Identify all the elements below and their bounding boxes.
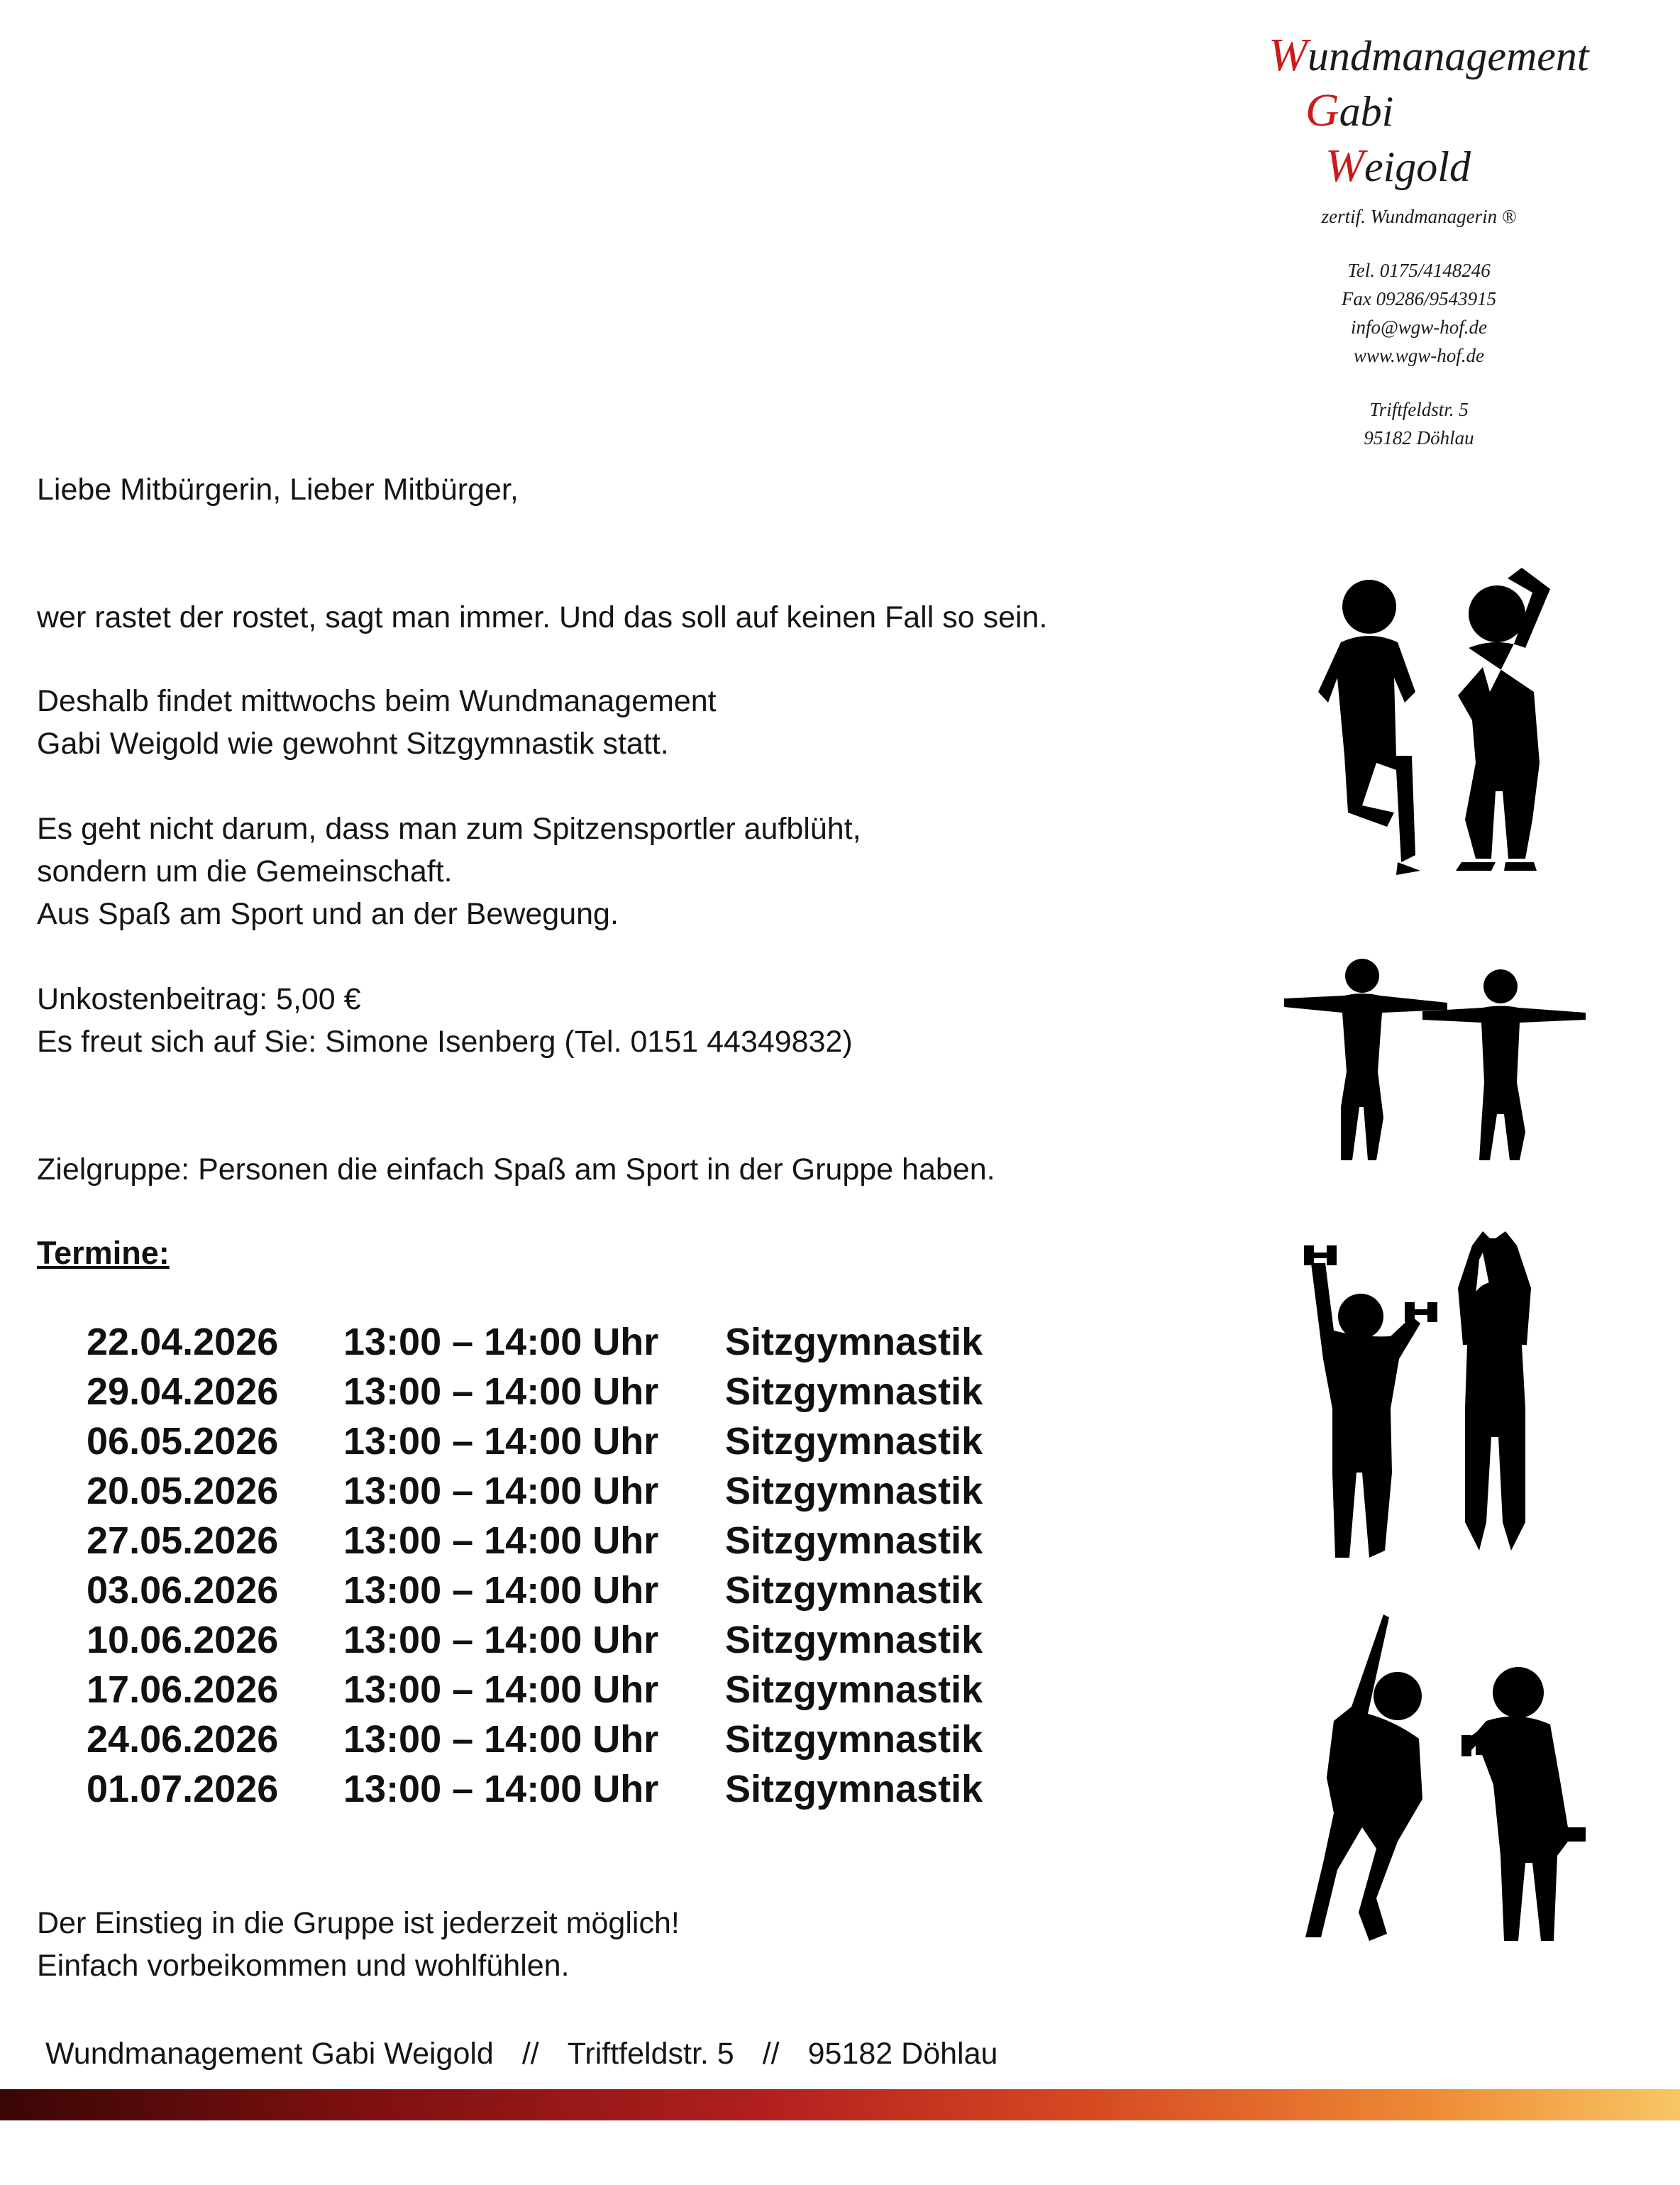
schedule-time: 13:00 – 14:00 Uhr <box>343 1519 659 1562</box>
footer-gradient-bar <box>0 2089 1680 2120</box>
schedule-time: 13:00 – 14:00 Uhr <box>343 1370 659 1413</box>
paragraph-wednesday-line2: Gabi Weigold wie gewohnt Sitzgymnastik statt. <box>37 727 669 761</box>
schedule-date: 29.04.2026 <box>87 1370 279 1413</box>
logo-subtitle: zertif. Wundmanagerin ® <box>1321 206 1517 227</box>
schedule-date: 22.04.2026 <box>87 1321 279 1363</box>
silhouette-pair-icon <box>1270 954 1596 1167</box>
footer-company: Wundmanagement Gabi Weigold <box>45 2037 494 2071</box>
logo-line-gabi: Gabi <box>1305 84 1394 136</box>
schedule-activity: Sitzgymnastik <box>725 1668 983 1711</box>
contact-city: 95182 Döhlau <box>1364 427 1474 448</box>
schedule-activity: Sitzgymnastik <box>725 1321 983 1363</box>
schedule-time: 13:00 – 14:00 Uhr <box>343 1619 659 1661</box>
schedule-time: 13:00 – 14:00 Uhr <box>343 1668 659 1711</box>
schedule-time: 13:00 – 14:00 Uhr <box>343 1420 659 1463</box>
paragraph-wednesday-line1: Deshalb findet mittwochs beim Wundmanagement <box>37 684 717 718</box>
logo-line-weigold: Weigold <box>1325 140 1471 192</box>
contact-fax: Fax 09286/9543915 <box>1341 288 1497 309</box>
target-group-text: Zielgruppe: Personen die einfach Spaß am Sport in der Gruppe haben. <box>37 1152 995 1187</box>
schedule-time: 13:00 – 14:00 Uhr <box>343 1718 659 1761</box>
fee-text: Unkostenbeitrag: 5,00 € <box>37 982 361 1016</box>
contact-web[interactable]: www.wgw-hof.de <box>1353 345 1485 366</box>
exercise-silhouettes-side-bend-and-dumbbell <box>1270 1614 1596 1955</box>
schedule-activity: Sitzgymnastik <box>725 1569 983 1612</box>
exercise-silhouettes-tree-pose-and-arm-stretch <box>1270 550 1596 891</box>
schedule-date: 06.05.2026 <box>87 1420 279 1463</box>
schedule-date: 03.06.2026 <box>87 1569 279 1612</box>
footer-separator: // <box>762 2037 780 2071</box>
silhouette-pair-icon <box>1270 1231 1596 1579</box>
schedule-activity: Sitzgymnastik <box>725 1519 983 1562</box>
schedule-date: 01.07.2026 <box>87 1768 279 1810</box>
paragraph-community-line1: Es geht nicht darum, dass man zum Spitzensportler aufblüht, <box>37 812 861 846</box>
schedule-activity: Sitzgymnastik <box>725 1768 983 1810</box>
paragraph-community-line2: sondern um die Gemeinschaft. <box>37 854 453 888</box>
schedule-time: 13:00 – 14:00 Uhr <box>343 1470 659 1512</box>
contact-tel: Tel. 0175/4148246 <box>1347 260 1491 281</box>
silhouette-pair-icon <box>1270 1614 1596 1955</box>
closing-line2: Einfach vorbeikommen und wohlfühlen. <box>37 1949 570 1983</box>
paragraph-community-line3: Aus Spaß am Sport und an der Bewegung. <box>37 897 619 931</box>
exercise-silhouettes-dumbbells-and-arms-overhead <box>1270 1231 1596 1579</box>
contact-person-text: Es freut sich auf Sie: Simone Isenberg (Tel. 0151 44349832) <box>37 1025 853 1059</box>
closing-line1: Der Einstieg in die Gruppe ist jederzeit möglich! <box>37 1906 680 1940</box>
schedule-activity: Sitzgymnastik <box>725 1619 983 1661</box>
schedule-date: 24.06.2026 <box>87 1718 279 1761</box>
schedule-date: 17.06.2026 <box>87 1668 279 1711</box>
termine-heading: Termine: <box>37 1235 170 1271</box>
footer-address <box>45 2037 998 2071</box>
exercise-silhouettes-arms-outstretched <box>1270 954 1596 1167</box>
silhouette-pair-icon <box>1270 550 1596 891</box>
contact-block <box>1249 202 1589 452</box>
schedule-activity: Sitzgymnastik <box>725 1718 983 1761</box>
schedule-time: 13:00 – 14:00 Uhr <box>343 1768 659 1810</box>
contact-email[interactable]: info@wgw-hof.de <box>1350 317 1488 338</box>
schedule-date: 10.06.2026 <box>87 1619 279 1661</box>
logo-line-wundmanagement: Wundmanagement <box>1269 29 1589 81</box>
schedule-time: 13:00 – 14:00 Uhr <box>343 1321 659 1363</box>
footer-separator: // <box>521 2037 539 2071</box>
schedule-date: 20.05.2026 <box>87 1470 279 1512</box>
footer-street: Triftfeldstr. 5 <box>567 2037 734 2071</box>
greeting: Liebe Mitbürgerin, Lieber Mitbürger, <box>37 473 519 507</box>
schedule-activity: Sitzgymnastik <box>725 1420 983 1463</box>
paragraph-intro: wer rastet der rostet, sagt man immer. Und das soll auf keinen Fall so sein. <box>37 600 1048 634</box>
schedule-date: 27.05.2026 <box>87 1519 279 1562</box>
schedule-activity: Sitzgymnastik <box>725 1470 983 1512</box>
schedule-time: 13:00 – 14:00 Uhr <box>343 1569 659 1612</box>
contact-street: Triftfeldstr. 5 <box>1369 399 1469 420</box>
footer-city: 95182 Döhlau <box>807 2037 998 2071</box>
schedule-activity: Sitzgymnastik <box>725 1370 983 1413</box>
